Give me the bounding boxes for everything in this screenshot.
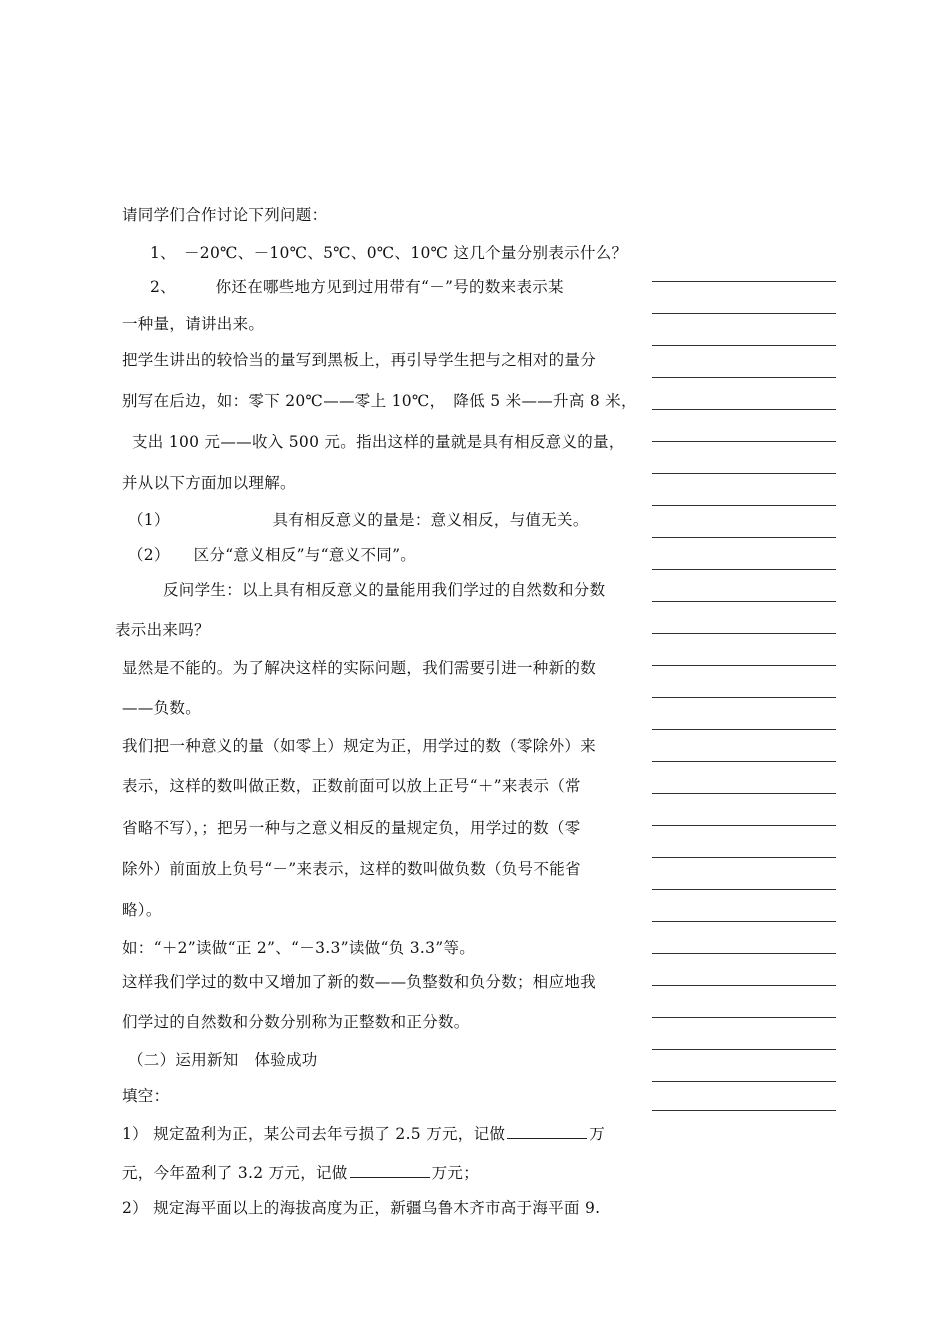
text-line: 略）。 [122,901,162,919]
text-line: （1） 具有相反意义的量是：意义相反，与值无关。 [128,511,589,529]
note-line [652,505,836,506]
text-line: 除外）前面放上负号“－”来表示，这样的数叫做负数（负号不能省 [122,860,581,878]
text-line: 把学生讲出的较恰当的量写到黑板上，再引导学生把与之相对的量分 [122,351,597,369]
text-line: 1、 －20℃、－10℃、5℃、0℃、10℃ 这几个量分别表示什么？ [150,244,628,262]
note-line [652,825,836,826]
fill-question-1-cont [122,1163,479,1183]
fill-text: 万 [589,1125,606,1143]
fill-question-1 [122,1124,605,1144]
text-line: （2） 区分“意义相反”与“意义不同”。 [128,546,417,564]
note-line [652,857,836,858]
text-line: ——负数。 [122,699,202,717]
answer-blank [507,1124,587,1139]
note-line [652,921,836,922]
note-line [652,377,836,378]
note-line [652,601,836,602]
note-line [652,697,836,698]
text-line: 一种量，请讲出来。 [122,315,265,333]
note-line [652,953,836,954]
note-line [652,889,836,890]
text-line: 反问学生：以上具有相反意义的量能用我们学过的自然数和分数 [163,581,606,599]
text-line: 2、 你还在哪些地方见到过用带有“－”号的数来表示某 [150,278,564,296]
fill-text: 万元； [431,1164,480,1182]
text-line: 表示出来吗？ [115,621,210,639]
note-line [652,665,836,666]
note-line [652,537,836,538]
note-line [652,1081,836,1082]
note-line [652,793,836,794]
answer-blank [350,1163,430,1178]
fill-question-2: 2） 规定海平面以上的海拔高度为正，新疆乌鲁木齐市高于海平面 9. [122,1199,601,1217]
text-line: 这样我们学过的数中又增加了新的数——负整数和负分数；相应地我 [122,973,597,991]
text-line: 并从以下方面加以理解。 [122,474,296,492]
note-line [652,441,836,442]
note-line [652,985,836,986]
note-line [652,729,836,730]
note-line [652,473,836,474]
text-line: 别写在后边，如：零下 20℃——零上 10℃， 降低 5 米——升高 8 米， [122,392,637,410]
fill-text: 1） 规定盈利为正，某公司去年亏损了 2.5 万元，记做 [122,1125,506,1143]
note-line [652,1049,836,1050]
text-line: 表示，这样的数叫做正数，正数前面可以放上正号“＋”来表示（常 [122,777,581,795]
text-line: 我们把一种意义的量（如零上）规定为正，用学过的数（零除外）来 [122,737,597,755]
text-line: （二）运用新知 体验成功 [128,1051,318,1069]
note-line [652,1110,836,1111]
text-line: 们学过的自然数和分数分别称为正整数和正分数。 [122,1013,470,1031]
text-line: 填空： [122,1087,170,1105]
fill-text: 元，今年盈利了 3.2 万元，记做 [122,1164,348,1182]
text-line: 显然是不能的。为了解决这样的实际问题，我们需要引进一种新的数 [122,659,597,677]
text-line: 请同学们合作讨论下列问题： [122,206,328,224]
note-line [652,409,836,410]
note-line [652,569,836,570]
note-line [652,345,836,346]
note-line [652,313,836,314]
note-line [652,761,836,762]
text-line: 省略不写），；把另一种与之意义相反的量规定负，用学过的数（零 [122,819,581,837]
note-line [652,1017,836,1018]
note-line [652,281,836,282]
text-line: 支出 100 元——收入 500 元。指出这样的量就是具有相反意义的量， [132,433,625,451]
note-line [652,633,836,634]
text-line: 如：“＋2”读做“正 2”、“－3.3”读做“负 3.3”等。 [122,939,476,957]
